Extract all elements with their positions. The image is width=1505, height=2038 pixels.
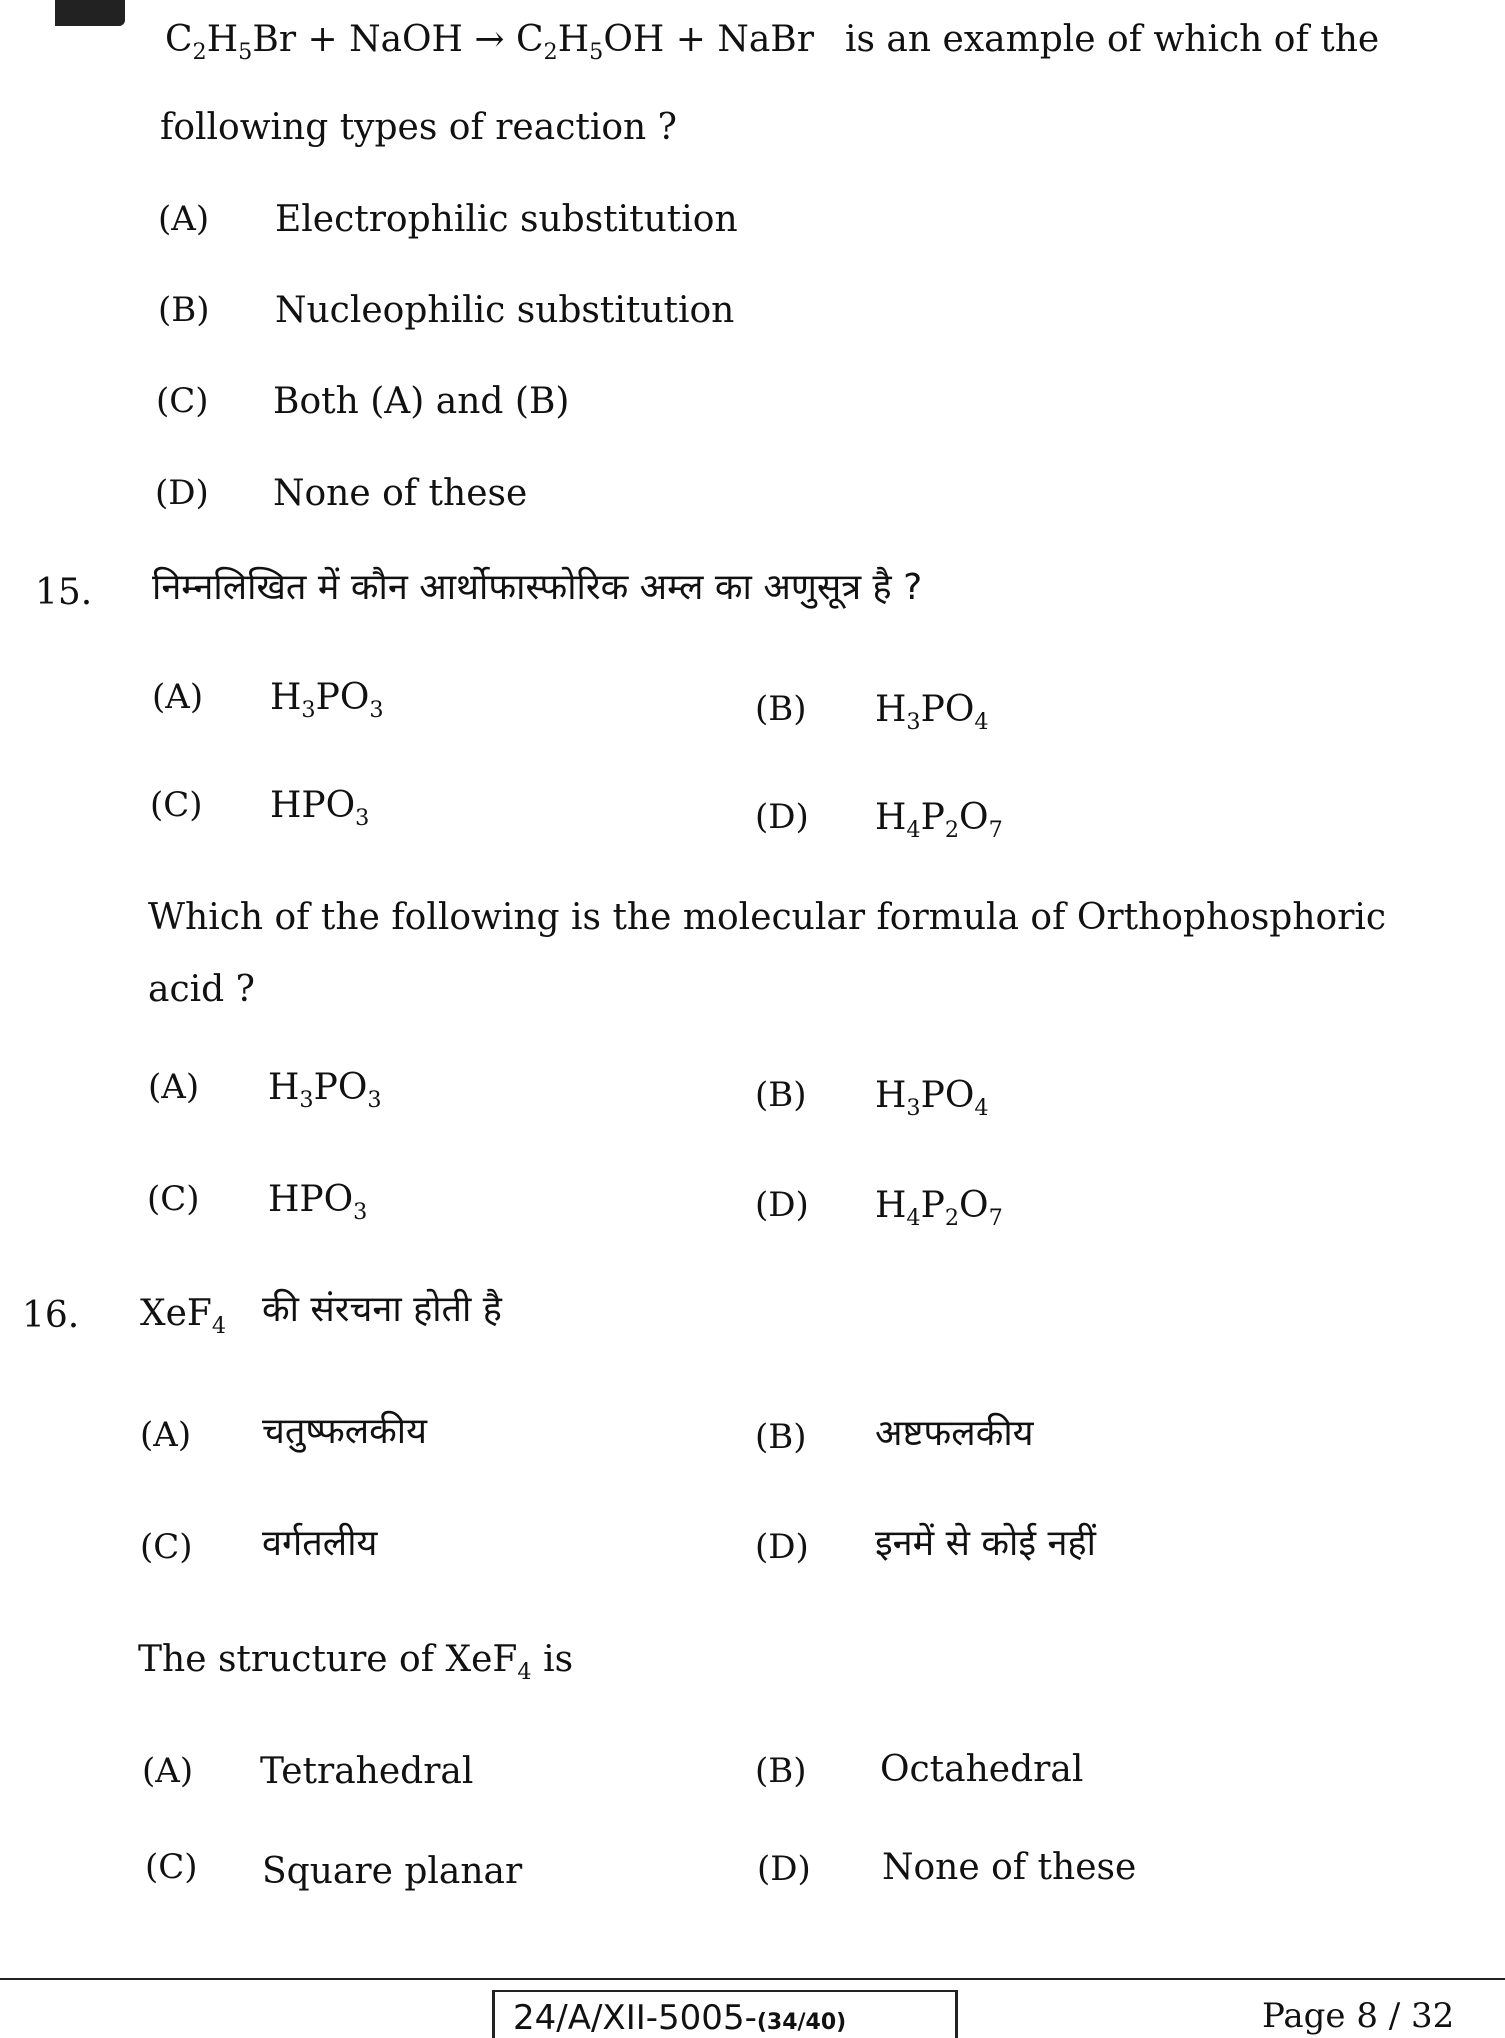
q16-hi-option-d-label: (D) — [755, 1527, 809, 1567]
q16-english-stem: The structure of XeF$_4$ is — [138, 1639, 574, 1685]
q14-option-b-text: Nucleophilic substitution — [275, 290, 735, 331]
q15-english-stem-line2: acid ? — [148, 969, 255, 1010]
q15-hi-option-d-label: (D) — [755, 797, 809, 837]
q15-en-option-a-formula: $H_3PO_3$ — [268, 1067, 382, 1113]
q16-hi-option-b-label: (B) — [755, 1417, 807, 1457]
q16-en-option-b-text: Octahedral — [880, 1749, 1084, 1790]
q15-number: 15. — [35, 572, 93, 613]
q16-en-option-c-text: Square planar — [262, 1851, 523, 1892]
q15-hindi-stem: निम्नलिखित में कौन आर्थोफास्फोरिक अम्ल का अणुसूत्र है ? — [152, 567, 923, 608]
q14-stem-tail: is an example of which of the — [845, 19, 1380, 60]
q14-option-d-text: None of these — [273, 473, 528, 514]
paper-code: 24/A/XII-5005- — [513, 1998, 757, 2038]
q16-hi-option-a-label: (A) — [140, 1415, 192, 1455]
q16-hi-option-d-text: इनमें से कोई नहीं — [875, 1523, 1096, 1564]
footer-rule — [0, 1978, 1505, 1980]
q16-hindi-stem: की संरचना होती है — [262, 1289, 502, 1330]
q16-hi-option-c-label: (C) — [140, 1527, 193, 1567]
q15-en-option-a-label: (A) — [148, 1067, 200, 1107]
q16-en-option-d-text: None of these — [882, 1847, 1137, 1888]
q16-number: 16. — [22, 1295, 80, 1336]
q15-hi-option-d-formula: $H_4P_2O_7$ — [875, 797, 1003, 843]
q15-en-option-d-label: (D) — [755, 1185, 809, 1225]
q15-hi-option-b-formula: $H_3PO_4$ — [875, 689, 989, 735]
q16-hindi-formula: XeF$_4$ — [140, 1293, 227, 1339]
q15-hi-option-c-formula: $HPO_3$ — [270, 785, 370, 831]
q14-option-c-text: Both (A) and (B) — [273, 381, 570, 422]
q15-en-option-c-label: (C) — [147, 1179, 200, 1219]
q14-equation: $C_2H_5Br$ + NaOH → $C_2H_5OH$ + NaBr — [165, 19, 814, 65]
q14-option-b-label: (B) — [158, 290, 210, 330]
q14-option-a-text: Electrophilic substitution — [275, 199, 738, 240]
q14-stem-line2: following types of reaction ? — [160, 107, 677, 148]
q15-hi-option-a-label: (A) — [152, 677, 204, 717]
q15-hi-option-a-formula: $H_3PO_3$ — [270, 677, 384, 723]
paper-code-box — [492, 1990, 958, 2038]
q14-option-a-label: (A) — [158, 199, 210, 239]
q15-hi-option-b-label: (B) — [755, 689, 807, 729]
corner-mark — [55, 0, 125, 26]
q16-en-option-b-label: (B) — [755, 1751, 807, 1791]
q16-hi-option-c-text: वर्गतलीय — [262, 1523, 378, 1564]
q14-option-c-label: (C) — [156, 381, 209, 421]
q15-hi-option-c-label: (C) — [150, 785, 203, 825]
q15-en-option-b-label: (B) — [755, 1075, 807, 1115]
q15-english-stem-line1: Which of the following is the molecular formula of Orthophosphoric — [148, 897, 1387, 938]
q14-option-d-label: (D) — [155, 473, 209, 513]
q15-en-option-c-formula: $HPO_3$ — [268, 1179, 368, 1225]
paper-code-set: (34/40) — [756, 2010, 847, 2035]
q16-hi-option-a-text: चतुष्फलकीय — [262, 1411, 427, 1452]
q16-en-option-d-label: (D) — [757, 1849, 811, 1889]
q16-en-option-a-text: Tetrahedral — [260, 1751, 474, 1792]
page-number: Page 8 / 32 — [1262, 1996, 1455, 2036]
q16-en-option-a-label: (A) — [142, 1751, 194, 1791]
q15-en-option-d-formula: $H_4P_2O_7$ — [875, 1185, 1003, 1231]
q16-en-option-c-label: (C) — [145, 1847, 198, 1887]
q16-hi-option-b-text: अष्टफलकीय — [875, 1413, 1034, 1454]
q15-en-option-b-formula: $H_3PO_4$ — [875, 1075, 989, 1121]
